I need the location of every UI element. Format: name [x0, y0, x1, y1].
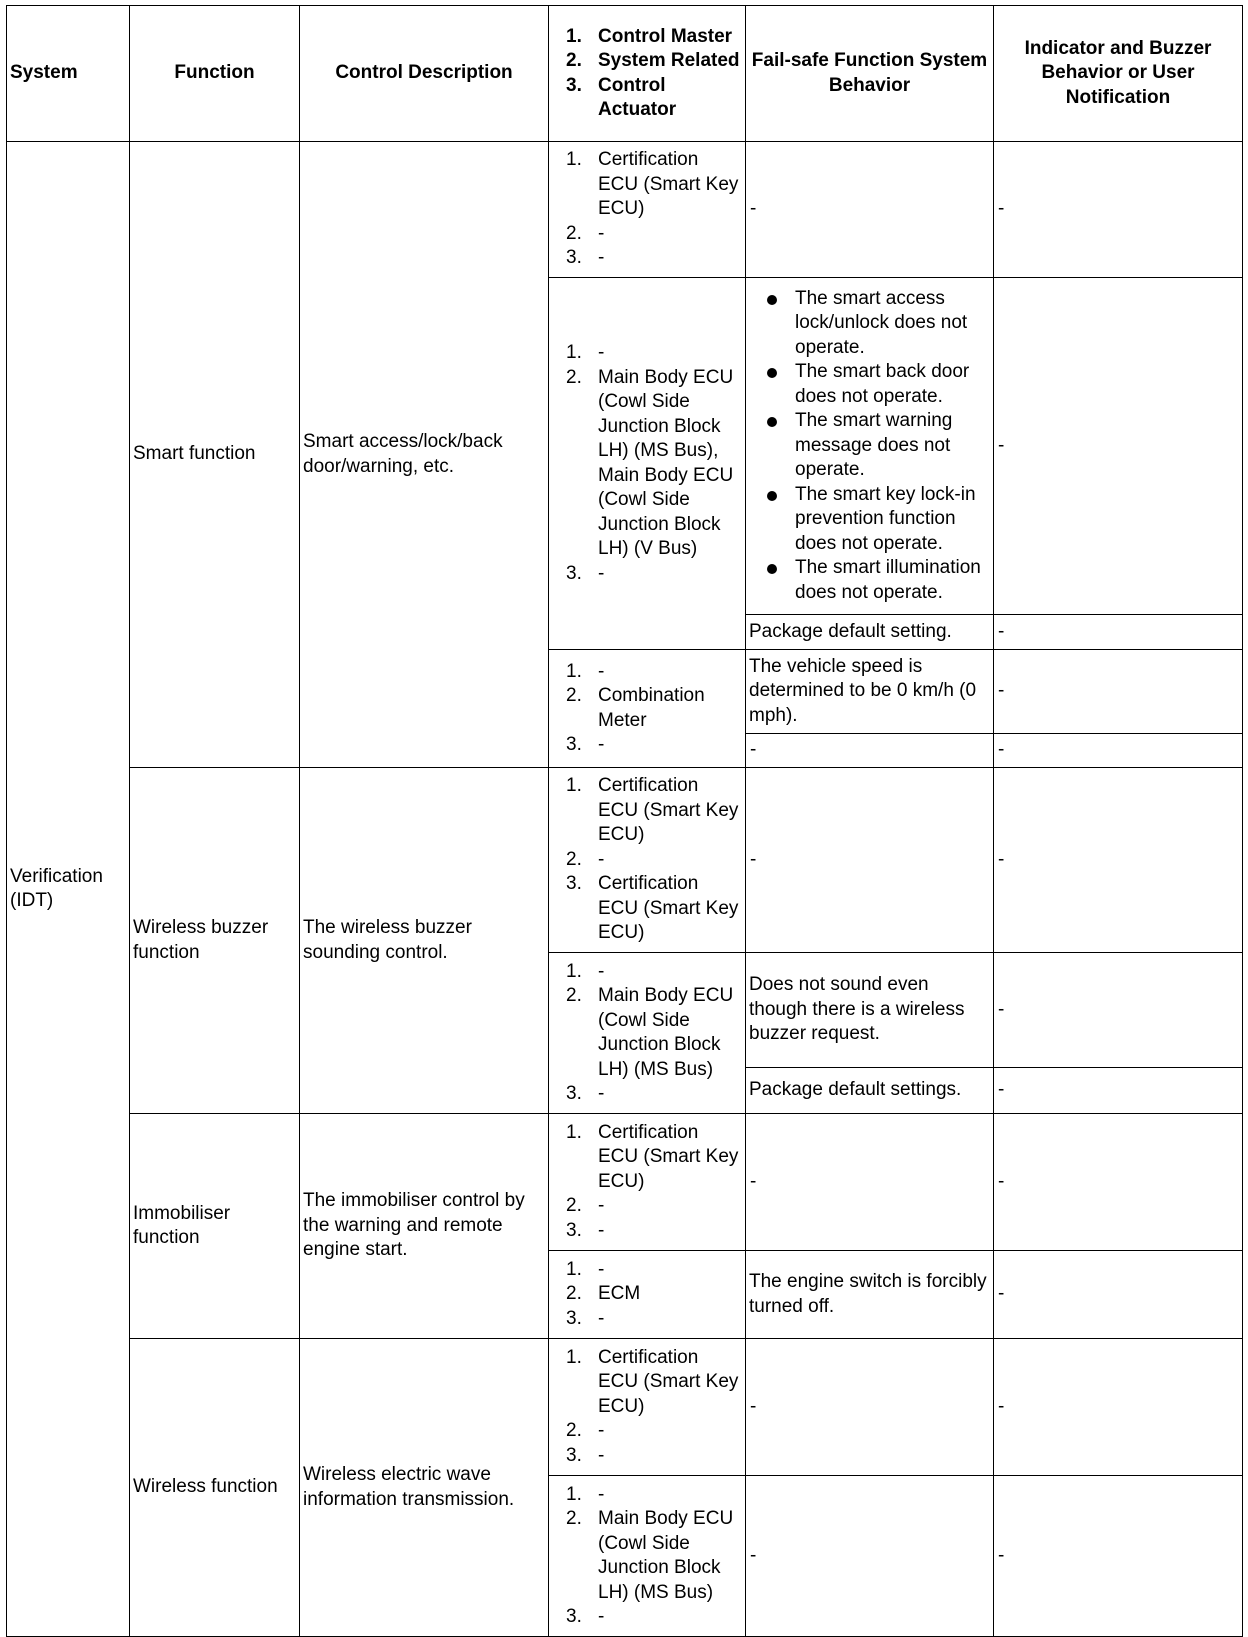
list-item: 3. Certification ECU (Smart Key ECU): [566, 873, 739, 944]
failsafe-cell: The engine switch is forcibly turned off.: [746, 1251, 994, 1339]
failsafe-cell: -: [746, 1476, 994, 1637]
failsafe-cell: -: [746, 1114, 994, 1251]
control-cell: [549, 1114, 746, 1251]
header-row: [7, 6, 1243, 142]
control-list: [552, 660, 742, 758]
indicator-cell: -: [994, 734, 1243, 768]
list-item: 1. Control Master: [566, 25, 733, 47]
indicator-cell: -: [994, 953, 1243, 1068]
bullet-icon: [767, 491, 777, 501]
control-cell: [549, 1476, 746, 1637]
list-item: 3. -: [566, 734, 605, 755]
list-item: 2. -: [566, 848, 605, 870]
list-item: 3. -: [566, 1444, 605, 1466]
control-cell: [549, 768, 746, 953]
list-item: 2. Main Body ECU (Cowl Side Junction Block LH) (MS Bus): [566, 985, 734, 1080]
control-cell: [549, 278, 746, 650]
function-smart: Smart function: [130, 142, 300, 768]
header-control-list: [552, 25, 742, 123]
control-list: [552, 960, 742, 1107]
indicator-cell: -: [994, 1114, 1243, 1251]
header-control-master: [549, 6, 746, 142]
list-item: 2. -: [566, 1195, 605, 1217]
failsafe-cell: -: [746, 734, 994, 768]
list-item: 3. Control Actuator: [566, 74, 677, 120]
indicator-cell: -: [994, 1476, 1243, 1637]
list-item: 2. Main Body ECU (Cowl Side Junction Block LH) (MS Bus), Main Body ECU (Cowl Side Junction Block LH) (V Bus): [566, 366, 734, 559]
failsafe-cell: -: [746, 768, 994, 953]
list-item: 2. Combination Meter: [566, 685, 705, 731]
control-cell: [549, 142, 746, 278]
indicator-cell: -: [994, 278, 1243, 615]
list-item: 1. -: [566, 1258, 605, 1280]
bullet-icon: [767, 368, 777, 378]
list-item: 2. -: [566, 222, 605, 244]
list-item: 3. -: [566, 562, 605, 584]
control-list: [552, 148, 742, 271]
indicator-cell: -: [994, 768, 1243, 953]
list-item: 1. Certification ECU (Smart Key ECU): [566, 775, 739, 846]
list-item: 2. System Related: [566, 50, 740, 71]
control-cell: [549, 650, 746, 768]
list-item: 3. -: [566, 1083, 605, 1104]
list-item: The smart key lock-in prevention function does not operate.: [763, 483, 990, 557]
failsafe-cell: -: [746, 1339, 994, 1476]
list-item: 1. -: [566, 660, 605, 682]
control-list: [552, 1258, 742, 1332]
indicator-cell: -: [994, 1068, 1243, 1114]
failsafe-bullet-list: [749, 287, 990, 606]
list-item: 1. -: [566, 1483, 605, 1505]
list-item: 1. Certification ECU (Smart Key ECU): [566, 1346, 739, 1417]
list-item: 1. Certification ECU (Smart Key ECU): [566, 1121, 739, 1192]
description-smart: Smart access/lock/back door/warning, etc.: [300, 142, 549, 768]
failsafe-cell: [746, 278, 994, 615]
indicator-cell: -: [994, 615, 1243, 650]
description-buzzer: The wireless buzzer sounding control.: [300, 768, 549, 1114]
list-item: 2. ECM: [566, 1283, 641, 1305]
control-cell: [549, 1251, 746, 1339]
description-wireless: Wireless electric wave information transmission.: [300, 1339, 549, 1637]
control-list: [552, 341, 742, 586]
description-immobiliser: The immobiliser control by the warning and remote engine start.: [300, 1114, 549, 1339]
control-list: [552, 1483, 742, 1630]
list-item: 3. -: [566, 247, 605, 269]
bullet-icon: [767, 417, 777, 427]
failsafe-cell: Package default setting.: [746, 615, 994, 650]
indicator-cell: -: [994, 142, 1243, 278]
list-item: 3. -: [566, 1307, 605, 1329]
list-item: 3. -: [566, 1219, 605, 1241]
control-cell: [549, 1339, 746, 1476]
header-failsafe: Fail-safe Function System Behavior: [746, 6, 994, 142]
control-list: [552, 1121, 742, 1244]
list-item: 1. -: [566, 960, 605, 982]
header-system: System: [7, 6, 130, 142]
failsafe-cell: The vehicle speed is determined to be 0 km/h (0 mph).: [746, 650, 994, 734]
table-row: [7, 142, 1243, 278]
system-cell: Verification (IDT): [7, 142, 130, 1637]
list-item: The smart illumination does not operate.: [763, 556, 990, 605]
control-list: [552, 774, 742, 946]
table-row: [7, 768, 1243, 953]
function-wireless: Wireless function: [130, 1339, 300, 1637]
failsafe-cell: Does not sound even though there is a wireless buzzer request.: [746, 953, 994, 1068]
table-row: [7, 1339, 1243, 1476]
failsafe-cell: Package default settings.: [746, 1068, 994, 1114]
control-cell: [549, 953, 746, 1114]
function-immobiliser: Immobiliser function: [130, 1114, 300, 1339]
list-item: 1. Certification ECU (Smart Key ECU): [566, 149, 739, 220]
list-item: The smart warning message does not operate.: [763, 409, 990, 483]
list-item: The smart access lock/unlock does not operate.: [763, 287, 990, 361]
header-function: Function: [130, 6, 300, 142]
indicator-cell: -: [994, 1339, 1243, 1476]
indicator-cell: -: [994, 650, 1243, 734]
bullet-icon: [767, 564, 777, 574]
failsafe-cell: -: [746, 142, 994, 278]
list-item: 2. Main Body ECU (Cowl Side Junction Block LH) (MS Bus): [566, 1508, 734, 1603]
fail-safe-table: [6, 5, 1243, 1637]
list-item: 3. -: [566, 1606, 605, 1627]
header-indicator: Indicator and Buzzer Behavior or User Notification: [994, 6, 1243, 142]
header-control-description: Control Description: [300, 6, 549, 142]
list-item: The smart back door does not operate.: [763, 360, 990, 409]
bullet-icon: [767, 295, 777, 305]
function-buzzer: Wireless buzzer function: [130, 768, 300, 1114]
list-item: 2. -: [566, 1420, 605, 1442]
table-row: [7, 1114, 1243, 1251]
indicator-cell: -: [994, 1251, 1243, 1339]
list-item: 1. -: [566, 342, 605, 363]
control-list: [552, 1346, 742, 1469]
